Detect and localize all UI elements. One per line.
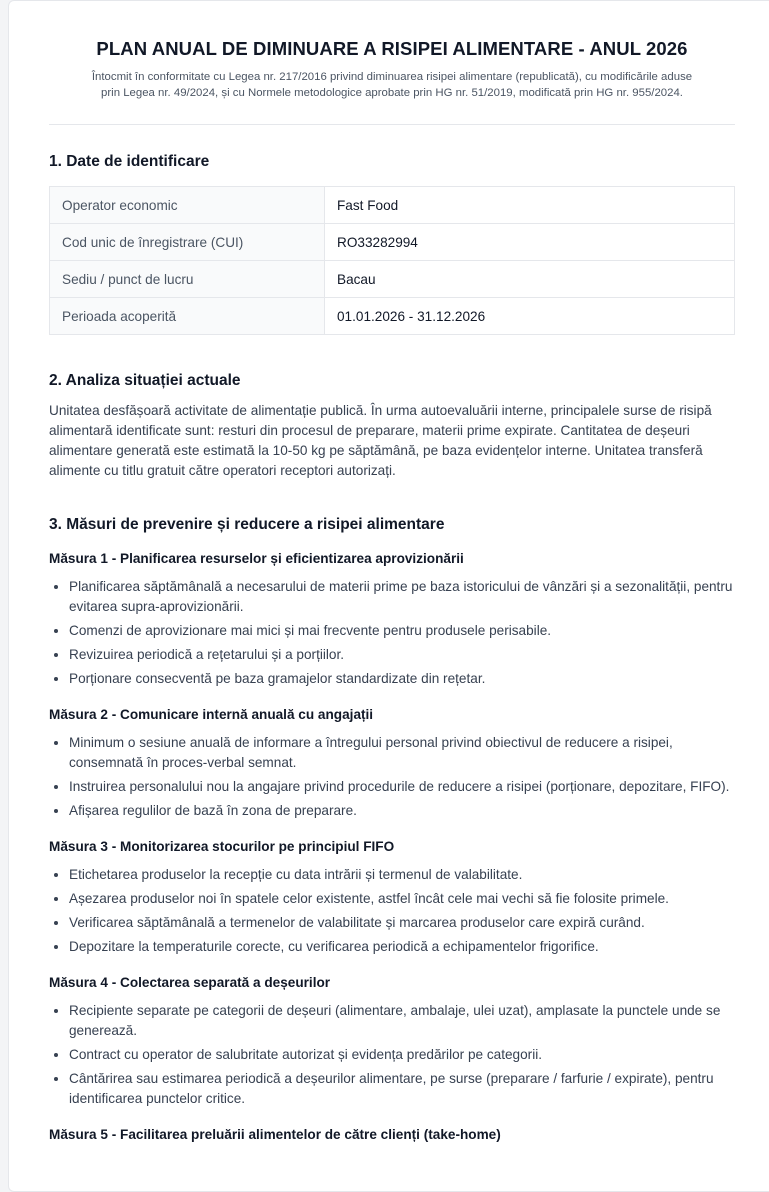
measure-items (49, 733, 735, 821)
measure-title: Măsura 1 - Planificarea resurselor și eficientizarea aprovizionării (49, 551, 464, 566)
header-divider (49, 124, 735, 125)
document-title: PLAN ANUAL DE DIMINUARE A RISIPEI ALIMENTARE - ANUL 2026 (96, 38, 688, 59)
identification-row (50, 298, 735, 335)
subtitle-line: Întocmit în conformitate cu Legea nr. 217/2016 privind diminuarea risipei alimentare (republicată), cu modificările aduse (91, 71, 693, 83)
identification-row (50, 224, 735, 261)
measure-item: • Contract cu operator de salubritate autorizat și evidența predărilor pe categorii. (69, 1045, 735, 1065)
measure-items (49, 577, 735, 689)
measure-block (49, 973, 735, 1109)
measure-title: Măsura 2 - Comunicare internă anuală cu angajații (49, 707, 374, 722)
measure-block (49, 837, 735, 957)
measure-item: • Depozitare la temperaturile corecte, cu verificarea periodică a echipamentelor frigorifice. (69, 937, 735, 957)
measure-title: Măsura 3 - Monitorizarea stocurilor pe principiul FIFO (49, 839, 395, 854)
measure-block (49, 1125, 735, 1145)
measure-title: Măsura 4 - Colectarea separată a deșeurilor (49, 975, 331, 990)
analysis-paragraph: Unitatea desfășoară activitate de alimentație publică. În urma autoevaluării interne, principalele surse de risipă alimentară identificate sunt: resturi din procesul de preparare, materii prime expirate. Cantitatea de deșeuri alimentare generată este estimată la 10-50 kg pe săptămână, pe baza evidențelor interne. Unitatea transferă alimente cu titlu gratuit către operatori receptori autorizați. (49, 403, 712, 478)
identification-label: Operator economic (50, 187, 325, 224)
measure-item: • Etichetarea produselor la recepție cu data intrării și termenul de valabilitate. (69, 865, 735, 885)
identification-value: 01.01.2026 - 31.12.2026 (325, 298, 735, 335)
measure-title: Măsura 5 - Facilitarea preluării alimentelor de către clienți (take-home) (49, 1127, 501, 1142)
identification-value: Fast Food (325, 187, 735, 224)
identification-value: RO33282994 (325, 224, 735, 261)
measure-item: • Afișarea regulilor de bază în zona de preparare. (69, 801, 735, 821)
measure-item: • Cântărirea sau estimarea periodică a deșeurilor alimentare, pe surse (preparare / farfurie / expirate), pentru identificarea punctelor critice. (69, 1069, 735, 1109)
measure-block (49, 549, 735, 689)
measure-item: • Așezarea produselor noi în spatele celor existente, astfel încât cele mai vechi să fie folosite primele. (69, 889, 735, 909)
identification-row (50, 261, 735, 298)
document-content (49, 1, 735, 1145)
section-heading-measures: 3. Măsuri de prevenire și reducere a risipei alimentare (49, 516, 445, 533)
document-subtitle (49, 69, 735, 101)
document-page (8, 0, 769, 1192)
identification-table (49, 186, 735, 335)
measures-list (49, 549, 735, 1145)
section-heading-identification: 1. Date de identificare (49, 153, 210, 170)
identification-row (50, 187, 735, 224)
measure-item: • Planificarea săptămânală a necesarului de materii prime pe baza istoricului de vânzări și a sezonalității, pentru evitarea supra-aprovizionării. (69, 577, 735, 617)
measure-item: • Comenzi de aprovizionare mai mici și mai frecvente pentru produsele perisabile. (69, 621, 735, 641)
identification-label: Sediu / punct de lucru (50, 261, 325, 298)
measure-items (49, 865, 735, 957)
measure-block (49, 705, 735, 821)
section-heading-analysis: 2. Analiza situației actuale (49, 372, 241, 389)
identification-label: Cod unic de înregistrare (CUI) (50, 224, 325, 261)
measure-item: • Porționare consecventă pe baza gramajelor standardizate din rețetar. (69, 669, 735, 689)
measure-item: • Instruirea personalului nou la angajare privind procedurile de reducere a risipei (porționare, depozitare, FIFO). (69, 777, 735, 797)
measure-item: • Recipiente separate pe categorii de deșeuri (alimentare, ambalaje, ulei uzat), amplasate la punctele unde se generează. (69, 1001, 735, 1041)
measure-item: • Minimum o sesiune anuală de informare a întregului personal privind obiectivul de reducere a risipei, consemnată în proces-verbal semnat. (69, 733, 735, 773)
identification-value: Bacau (325, 261, 735, 298)
measure-item: • Verificarea săptămânală a termenelor de valabilitate și marcarea produselor care expiră curând. (69, 913, 735, 933)
subtitle-line: prin Legea nr. 49/2024, și cu Normele metodologice aprobate prin HG nr. 51/2019, modificată prin HG nr. 955/2024. (101, 87, 683, 99)
identification-label: Perioada acoperită (50, 298, 325, 335)
measure-item: • Revizuirea periodică a rețetarului și a porțiilor. (69, 645, 735, 665)
measure-items (49, 1001, 735, 1109)
